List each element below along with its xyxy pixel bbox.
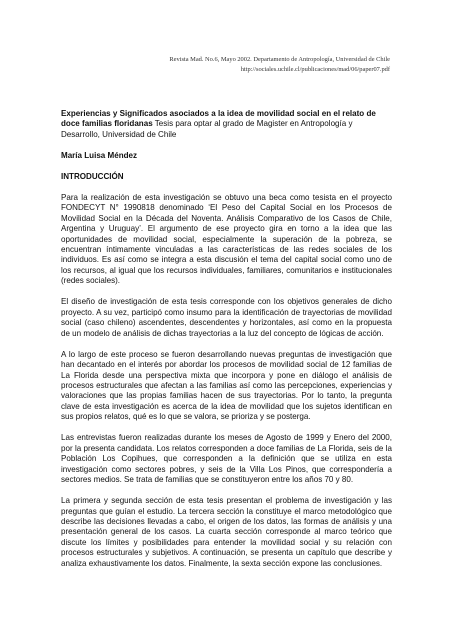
author-name: María Luisa Méndez [61, 150, 138, 160]
journal-header [169, 55, 390, 74]
paragraph-4: Las entrevistas fueron realizadas durante los meses de Agosto de 1999 y Enero del 2000, por la presenta candidata. Los relatos corresponden a doce familias de La Florida, seis de la Población Los Copihues, que corresponden a la definición que se utiliza en esta investigación como sectores pobres, y seis de la Villa Los Pinos, que correspondería a sectores medios. Se trata de familias que se constituyeron entre los años 70 y 80. [61, 433, 392, 485]
paper-url: http://sociales.uchile.cl/publicaciones/mad/06/paper07.pdf [240, 65, 390, 73]
paragraph-2: El diseño de investigación de esta tesis corresponde con los objetivos generales de dicho proyecto. A su vez, participó como insumo para la identificación de trayectorias de movilidad social (caso chileno) ascendentes, descendentes y horizontales, así como en la propuesta de un modelo de análisis de dichas trayectorias a la luz del concepto de lógicas de acción. [61, 297, 392, 338]
paper-title [61, 109, 392, 140]
title-thesis-note: Tesis para optar al grado de Magister en Antropología y Desarrollo, Universidad de Chile [61, 119, 353, 139]
journal-citation: Revista Mad. No.6, Mayo 2002. Departamento de Antropología, Universidad de Chile [169, 56, 390, 63]
section-heading: INTRODUCCIÓN [61, 171, 124, 181]
document-body [61, 109, 392, 569]
paragraph-1: Para la realización de esta investigación se obtuvo una beca como tesista en el proyecto FONDECYT N° 1990818 denominado ‘El Peso del Capital Social en los Procesos de Movilidad Social en la Década del Noventa. Análisis Comparativo de los Casos de Chile, Argentina y Uruguay’. El argumento de ese proyecto gira en torno a la idea que las oportunidades de movilidad social, especialmente la superación de la pobreza, se encuentran íntimamente vinculadas a las características de las redes sociales de los individuos. Es así como se integra a esta discusión el tema del capital social como uno de los recursos, al igual que los recursos individuales, familiares, comunitarios e institucionales (redes sociales). [61, 192, 392, 286]
paragraph-3: A lo largo de este proceso se fueron desarrollando nuevas preguntas de investigación que han decantado en el interés por abordar los procesos de movilidad social de 12 familias de La Florida desde una perspectiva mixta que incorpora y pone en diálogo el análisis de procesos estructurales que afectan a las familias así como las percepciones, experiencias y valoraciones que las propias familias hacen de sus trayectorias. Por lo tanto, la pregunta clave de esta investigación es acerca de la idea de movilidad que los sujetos identifican en sus propios relatos, qué es lo que se valora, se prioriza y se posterga. [61, 349, 392, 422]
title-main: Experiencias y Significados asociados a la idea de movilidad social en el relato de doce familias floridanas [61, 109, 376, 129]
paragraph-5: La primera y segunda sección de esta tesis presentan el problema de investigación y las preguntas que guían el estudio. La tercera sección la constituye el marco metodológico que describe las decisiones llevadas a cabo, el origen de los datos, las formas de análisis y una presentación general de los casos. La cuarta sección corresponde al marco teórico que discute los límites y posibilidades para entender la movilidad social y su relación con procesos estructurales y subjetivos. A continuación, se presenta un capítulo que describe y analiza exhaustivamente los datos. Finalmente, la sexta sección expone las conclusiones. [61, 496, 392, 568]
